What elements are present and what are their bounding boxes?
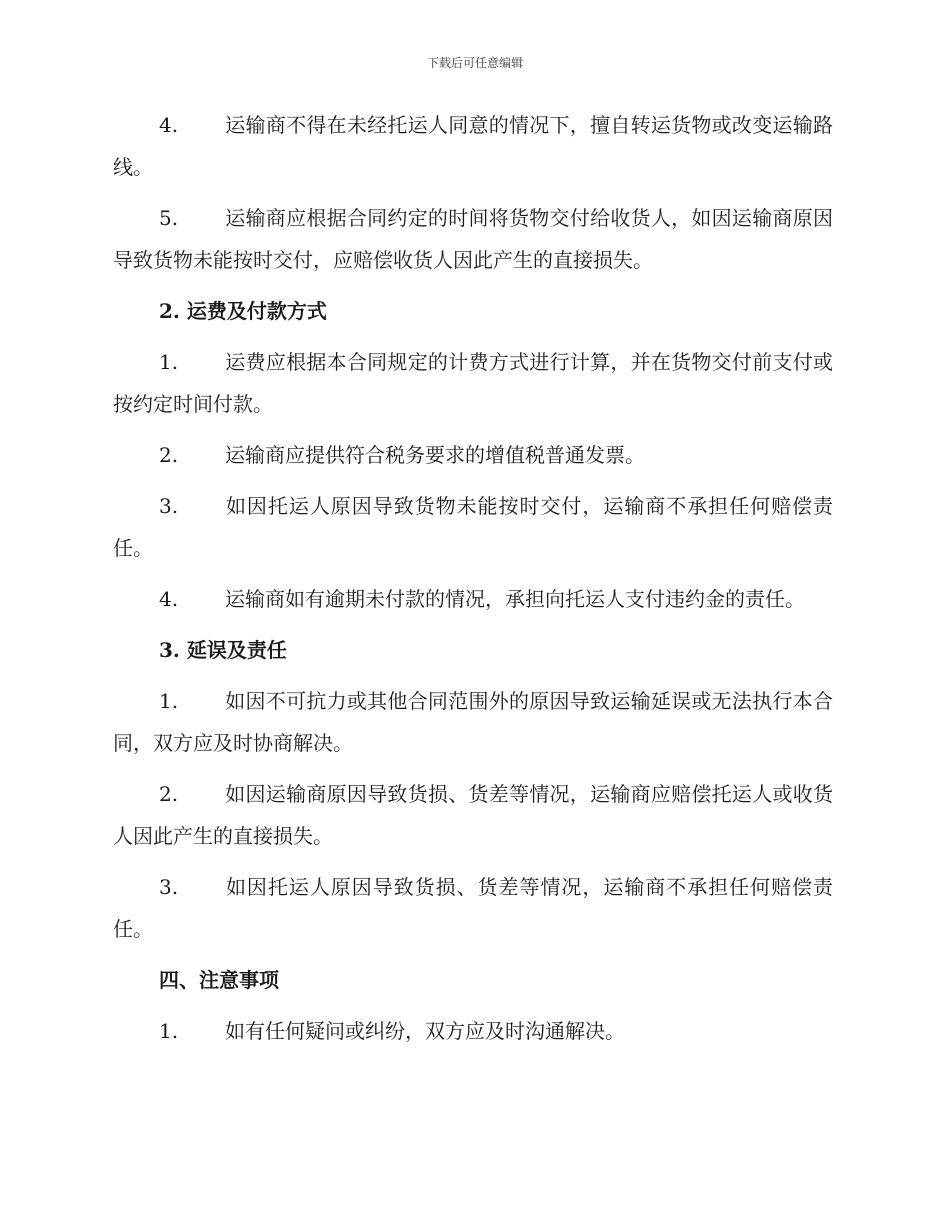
section-heading: 2. 运费及付款方式 <box>159 299 327 323</box>
clause-item <box>113 866 833 950</box>
clause-text: 运输商不得在未经托运人同意的情况下，擅自转运货物或改变运输路线。 <box>113 113 833 179</box>
clause-text: 运输商如有逾期未付款的情况，承担向托运人支付违约金的责任。 <box>225 587 805 611</box>
clause-item <box>113 104 833 188</box>
page-header: 下载后可任意编辑 <box>426 56 523 70</box>
clause-item <box>113 1010 833 1052</box>
clause-item <box>113 485 833 569</box>
clause-number: 5. <box>159 206 179 230</box>
clause-number: 4. <box>159 587 179 611</box>
document-body <box>113 104 833 1061</box>
clause-text: 运输商应根据合同约定的时间将货物交付给收货人，如因运输商原因导致货物未能按时交付，应赔偿收货人因此产生的直接损失。 <box>113 206 833 272</box>
clause-number: 3. <box>159 494 179 518</box>
clause-text: 如因托运人原因导致货物未能按时交付，运输商不承担任何赔偿责任。 <box>113 494 833 560</box>
clause-number: 1. <box>159 1019 179 1043</box>
clause-item <box>113 578 833 620</box>
clause-number: 1. <box>159 689 179 713</box>
clause-item <box>113 341 833 425</box>
clause-text: 如因托运人原因导致货损、货差等情况，运输商不承担任何赔偿责任。 <box>113 875 833 941</box>
clause-text: 运费应根据本合同规定的计费方式进行计算，并在货物交付前支付或按约定时间付款。 <box>113 350 833 416</box>
clause-text: 运输商应提供符合税务要求的增值税普通发票。 <box>225 443 645 467</box>
clause-item <box>113 773 833 857</box>
clause-number: 4. <box>159 113 179 137</box>
clause-number: 2. <box>159 782 179 806</box>
clause-item <box>113 197 833 281</box>
clause-number: 1. <box>159 350 179 374</box>
section-heading: 四、注意事项 <box>159 968 279 992</box>
clause-item <box>113 680 833 764</box>
clause-text: 如有任何疑问或纠纷，双方应及时沟通解决。 <box>225 1019 625 1043</box>
clause-number: 3. <box>159 875 179 899</box>
clause-number: 2. <box>159 443 179 467</box>
clause-item <box>113 434 833 476</box>
section-heading: 3. 延误及责任 <box>159 638 287 662</box>
clause-text: 如因运输商原因导致货损、货差等情况，运输商应赔偿托运人或收货人因此产生的直接损失。 <box>113 782 833 848</box>
clause-text: 如因不可抗力或其他合同范围外的原因导致运输延误或无法执行本合同，双方应及时协商解决。 <box>113 689 833 755</box>
